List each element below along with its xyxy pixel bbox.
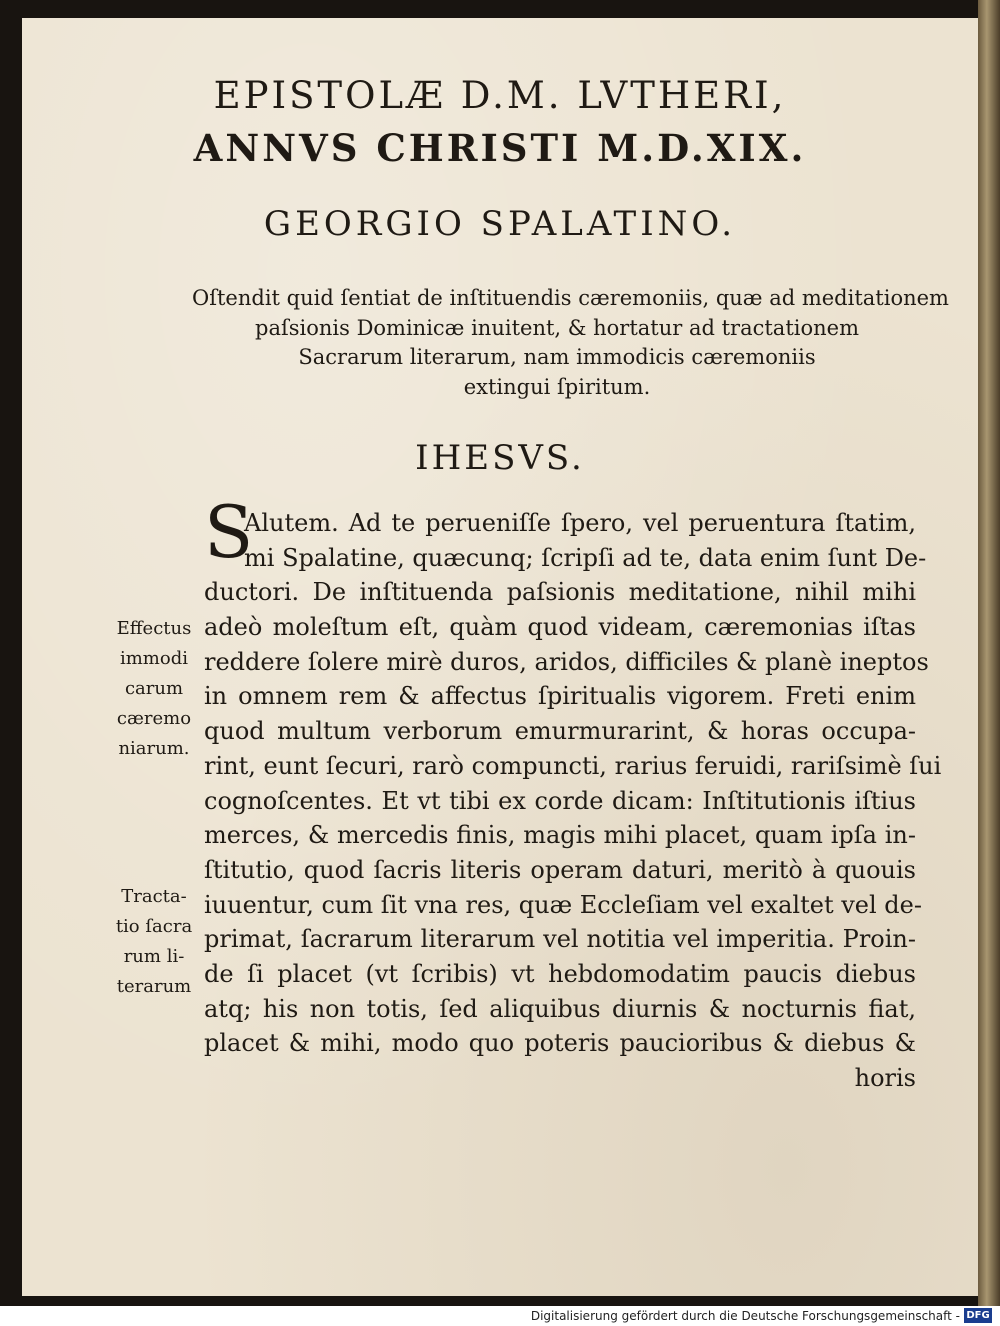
body-line: quod multum verborum emurmurarint, & horas occupa- xyxy=(204,717,916,746)
margin-note-line: Effectus xyxy=(116,618,192,639)
body-line: atq; his non totis, ſed aliquibus diurnis & nocturnis fiat, xyxy=(204,994,916,1023)
drop-cap: S xyxy=(204,490,254,574)
book-page xyxy=(22,18,978,1296)
body-line: primat, ſacrarum literarum vel notitia vel imperitia. Proin- xyxy=(204,925,916,954)
margin-note-line: immodi xyxy=(119,648,188,669)
margin-note-line: carum xyxy=(124,678,184,699)
body-line: cognoſcentes. Et vt tibi ex corde dicam: Inſtitutionis iſtius xyxy=(204,786,916,815)
margin-note-line: niarum. xyxy=(118,738,190,759)
body-line: de ſi placet (vt ſcribis) vt hebdomodatim paucis diebus xyxy=(204,959,916,988)
body-line: in omnem rem & affectus ſpiritualis vigorem. Freti enim xyxy=(204,682,916,711)
body-line: ductori. De inſtituenda paſsionis meditatione, nihil mihi xyxy=(204,578,916,607)
summary-line: Oſtendit quid ſentiat de inſtituendis cæremoniis, quæ ad meditationem xyxy=(192,286,949,310)
body-line: rint, eunt ſecuri, rarò compuncti, rarius feruidi, rariſsimè ſui xyxy=(204,751,942,780)
body-line: reddere ſolere mirè duros, aridos, difficiles & planè ineptos xyxy=(204,647,929,676)
letter-summary xyxy=(192,284,949,402)
letter-addressee: GEORGIO SPALATINO. xyxy=(263,204,737,244)
running-header-line-1: EPISTOLÆ D.M. LVTHERI, xyxy=(213,74,787,117)
body-line: adeò moleſtum eſt, quàm quod videam, cæremonias iſtas xyxy=(204,613,916,642)
running-header-line-2: ANNVS CHRISTI M.D.XIX. xyxy=(193,126,807,170)
invocation-heading: IHESVS. xyxy=(415,438,585,478)
margin-note-scripture xyxy=(106,882,202,1002)
body-line: ſtitutio, quod ſacris literis operam daturi, meritò à quouis xyxy=(204,855,916,884)
margin-note-line: tio ſacra xyxy=(115,916,193,937)
body-line: iuuentur, cum ſit vna res, quæ Eccleſiam vel exaltet vel de- xyxy=(204,890,922,919)
body-line: placet & mihi, modo quo poteris paucioribus & diebus & xyxy=(204,1029,916,1058)
letter-body xyxy=(204,506,942,1096)
margin-note-line: terarum xyxy=(116,976,192,997)
summary-line: extingui ſpiritum. xyxy=(463,374,651,399)
catchword: horis xyxy=(854,1064,916,1092)
funding-credit: Digitalisierung gefördert durch die Deutsche Forschungsgemeinschaft - xyxy=(530,1309,960,1323)
margin-note-line: Tracta- xyxy=(121,886,187,907)
book-edge xyxy=(978,0,1000,1306)
body-line: merces, & mercedis finis, magis mihi placet, quam ipſa in- xyxy=(204,821,916,850)
body-line: Alutem. Ad te perueniſſe ſpero, vel peruentura ſtatim, xyxy=(244,509,916,537)
dfg-logo: DFG xyxy=(964,1308,992,1323)
summary-line: paſsionis Dominicæ inuitent, & hortatur ad tractationem xyxy=(255,315,859,340)
summary-line: Sacrarum literarum, nam immodicis cæremoniis xyxy=(298,345,816,369)
margin-note-line: cæremo xyxy=(116,708,192,729)
digitization-footer xyxy=(0,1306,1000,1326)
margin-note-line: rum li- xyxy=(123,946,185,967)
margin-note-effects xyxy=(106,614,202,764)
body-line: mi Spalatine, quæcunq; ſcripſi ad te, data enim ſunt De- xyxy=(244,543,927,572)
